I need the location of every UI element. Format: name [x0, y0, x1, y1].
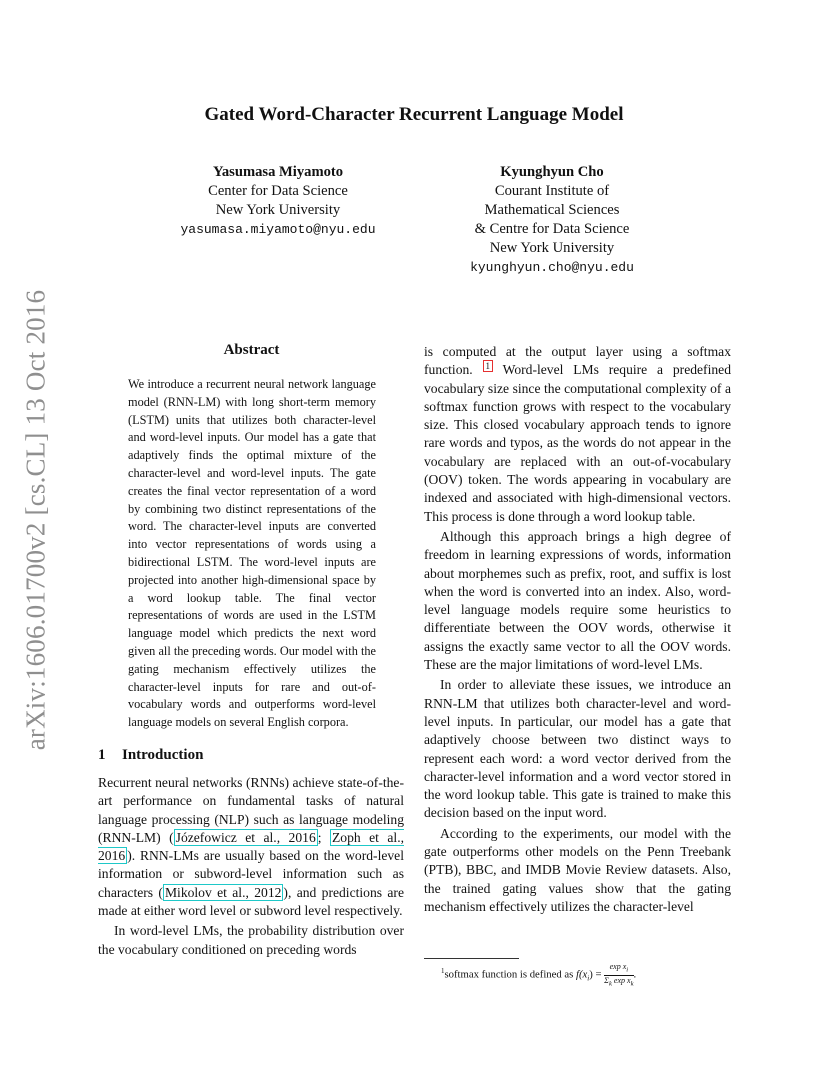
author-block-2: [422, 163, 682, 277]
footnote-mark: 1: [441, 966, 445, 975]
author-affiliation-line: Courant Institute of: [494, 183, 610, 199]
numerator-text: exp x: [609, 962, 627, 971]
fraction-numerator: [604, 962, 633, 976]
paragraph-text: ). RNN-LMs are usually based on the word-level information or subword-level information such as characters (: [98, 848, 404, 900]
footnote-reference-link[interactable]: 1: [483, 360, 494, 372]
formula-end: .: [633, 968, 637, 981]
paragraph-text: Recurrent neural networks (RNNs) achieve state-of-the-art performance on fundamental tasks of natural language processing (NLP) such as language modeling (RNN-LM) (: [98, 775, 404, 845]
citation-link[interactable]: Mikolov et al., 2012: [164, 884, 282, 900]
citation-link[interactable]: Zoph et al., 2016: [98, 829, 404, 864]
sum-index: k: [608, 980, 612, 988]
paragraph-text: ), and predictions are made at either word level or subword level respectively.: [98, 884, 404, 919]
numerator-subscript: i: [626, 966, 629, 974]
arxiv-identifier-stamp: arXiv:1606.01700v2 [cs.CL] 13 Oct 2016: [20, 289, 51, 751]
author-block-1: [148, 163, 408, 239]
softmax-fraction: [604, 962, 633, 988]
section-title: Introduction: [122, 747, 204, 763]
formula-subscript: i: [587, 974, 590, 983]
right-column-body: [424, 343, 731, 916]
section-number: 1: [98, 747, 106, 763]
author-affiliation-line: & Centre for Data Science: [474, 221, 630, 237]
author-affiliation-line: Center for Data Science: [208, 183, 348, 199]
section-heading-introduction: [98, 747, 203, 764]
left-column-body: [98, 774, 404, 959]
abstract-text: We introduce a recurrent neural network language model (RNN-LM) with long short-term memory (LSTM) units that utilizes both character-level and word-level inputs. Our model has a gate that adaptively finds the optimal mixture of the character-level and word-level inputs. The gate creates the final vector representation of a word by combining two distinct representations of the word. The character-level inputs are converted into vector representations of words using a bidirectional LSTM. The word-level inputs are projected into another high-dimensional space by a word lookup table. The final vector representations of words are used in the LSTM language model which predicts the next word given all the preceding words. Our model with the gating mechanism effectively utilizes the character-level inputs for rare and out-of-vocabulary words and outperforms word-level language models on several English corpora.: [128, 377, 376, 730]
author-name: Kyunghyun Cho: [500, 164, 604, 180]
author-email: kyunghyun.cho@nyu.edu: [470, 260, 634, 275]
paragraph: In order to alleviate these issues, we introduce an RNN-LM that utilizes both character-level and word-level inputs. In particular, our model has a gate that adaptively choose between two distinct ways to represent each word: a word vector derived from the character-level information and a word vector stored in the word lookup table. This gate is trained to make this decision based on the input word.: [424, 677, 731, 821]
paragraph-text: Word-level LMs require a predefined vocabulary size since the computational complexity of a softmax function grows with respect to the vocabulary size. This closed vocabulary approach tends to ignore rare words and typos, as the words do not appear in the vocabulary are replaced with an out-of-vocabulary (OOV) token. The words appearing in vocabulary are indexed and associated with high-dimensional vectors. This process is done through a word lookup table.: [424, 362, 731, 524]
author-affiliation-line: Mathematical Sciences: [484, 202, 620, 218]
denominator-text: exp x: [611, 975, 631, 985]
sum-symbol: Σ: [604, 975, 609, 985]
formula-equals: ) =: [589, 968, 605, 981]
formula-lhs: f(x: [576, 968, 588, 981]
paragraph: [424, 343, 731, 526]
paragraph: According to the experiments, our model with the gate outperforms other models on the Penn Treebank (PTB), BBC, and IMDB Movie Review datasets. Also, the trained gating values show that the gating mechanism effectively utilizes the character-level: [424, 825, 731, 914]
citation-separator: ;: [317, 829, 330, 845]
paragraph: In word-level LMs, the probability distribution over the vocabulary conditioned on preceding words: [98, 923, 404, 957]
abstract-heading: Abstract: [223, 342, 280, 358]
author-affiliation-line: New York University: [215, 202, 341, 218]
citation-link[interactable]: Józefowicz et al., 2016: [175, 829, 316, 845]
author-email: yasumasa.miyamoto@nyu.edu: [180, 222, 376, 237]
paragraph-text: is computed at the output layer using a softmax function.: [424, 344, 731, 378]
footnote-text: softmax function is defined as: [444, 968, 576, 981]
footnote-divider: [424, 958, 519, 959]
footnote: [441, 962, 636, 988]
denominator-subscript: k: [630, 980, 634, 988]
paper-title: Gated Word-Character Recurrent Language Model: [204, 104, 624, 125]
paragraph: Although this approach brings a high degree of freedom in learning expressions of words, information about morphemes such as prefix, root, and suffix is lost when the word is converted into an index. Also, word-level language models require some heuristics to differentiate between the OOV words, otherwise it assigns the exactly same vector to all the OOV words. These are the major limitations of word-level LMs.: [424, 528, 731, 673]
fraction-denominator: [604, 976, 633, 989]
author-affiliation-line: New York University: [489, 240, 615, 256]
author-name: Yasumasa Miyamoto: [212, 164, 344, 180]
paragraph: [98, 774, 404, 920]
